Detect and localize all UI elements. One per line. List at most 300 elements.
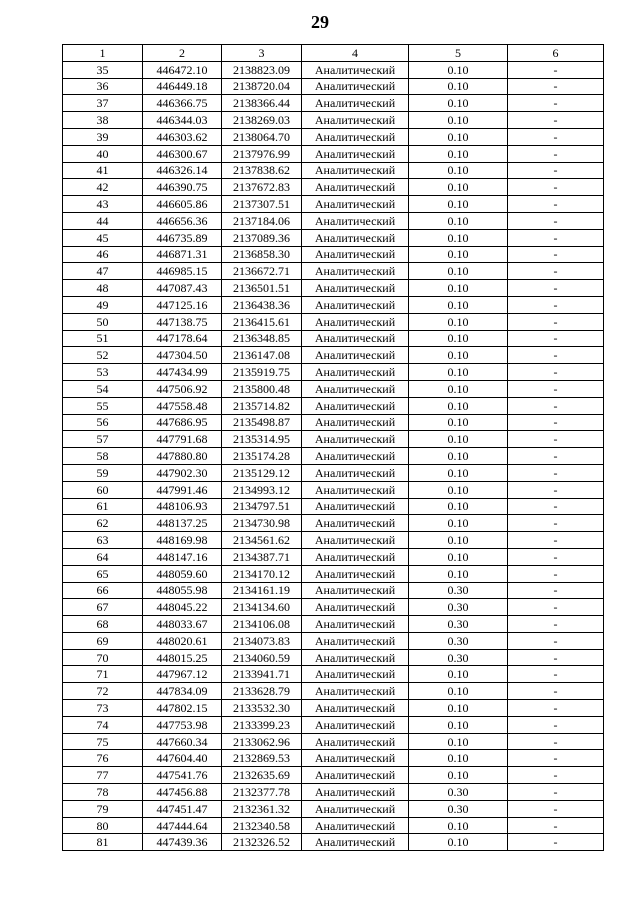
note-cell: - [508, 229, 604, 246]
note-cell: - [508, 380, 604, 397]
point-number-cell: 53 [63, 364, 143, 381]
accuracy-cell: 0.10 [409, 716, 508, 733]
note-cell: - [508, 666, 604, 683]
accuracy-cell: 0.10 [409, 128, 508, 145]
x-coordinate-cell: 447439.36 [143, 834, 222, 851]
method-cell: Аналитический [302, 364, 409, 381]
point-number-cell: 63 [63, 532, 143, 549]
accuracy-cell: 0.10 [409, 481, 508, 498]
y-coordinate-cell: 2133062.96 [222, 733, 302, 750]
table-row [63, 767, 604, 784]
table-row [63, 95, 604, 112]
x-coordinate-cell: 448137.25 [143, 515, 222, 532]
note-cell: - [508, 145, 604, 162]
point-number-cell: 60 [63, 481, 143, 498]
method-cell: Аналитический [302, 448, 409, 465]
accuracy-cell: 0.10 [409, 666, 508, 683]
note-cell: - [508, 532, 604, 549]
y-coordinate-cell: 2134170.12 [222, 565, 302, 582]
point-number-cell: 51 [63, 330, 143, 347]
table-row [63, 800, 604, 817]
point-number-cell: 71 [63, 666, 143, 683]
note-cell: - [508, 565, 604, 582]
accuracy-cell: 0.10 [409, 515, 508, 532]
point-number-cell: 42 [63, 179, 143, 196]
column-header: 3 [222, 45, 302, 62]
note-cell: - [508, 716, 604, 733]
x-coordinate-cell: 446871.31 [143, 246, 222, 263]
method-cell: Аналитический [302, 599, 409, 616]
y-coordinate-cell: 2134060.59 [222, 649, 302, 666]
table-row [63, 666, 604, 683]
table-row [63, 448, 604, 465]
note-cell: - [508, 700, 604, 717]
x-coordinate-cell: 447902.30 [143, 464, 222, 481]
table-row [63, 61, 604, 78]
x-coordinate-cell: 447558.48 [143, 397, 222, 414]
x-coordinate-cell: 447456.88 [143, 784, 222, 801]
x-coordinate-cell: 447604.40 [143, 750, 222, 767]
y-coordinate-cell: 2134387.71 [222, 548, 302, 565]
method-cell: Аналитический [302, 565, 409, 582]
y-coordinate-cell: 2135919.75 [222, 364, 302, 381]
method-cell: Аналитический [302, 733, 409, 750]
note-cell: - [508, 834, 604, 851]
table-row [63, 313, 604, 330]
x-coordinate-cell: 446656.36 [143, 212, 222, 229]
x-coordinate-cell: 447178.64 [143, 330, 222, 347]
method-cell: Аналитический [302, 834, 409, 851]
method-cell: Аналитический [302, 128, 409, 145]
method-cell: Аналитический [302, 145, 409, 162]
note-cell: - [508, 464, 604, 481]
x-coordinate-cell: 447834.09 [143, 683, 222, 700]
note-cell: - [508, 817, 604, 834]
table-row [63, 229, 604, 246]
point-number-cell: 68 [63, 616, 143, 633]
table-header-row [63, 45, 604, 62]
point-number-cell: 69 [63, 632, 143, 649]
accuracy-cell: 0.10 [409, 364, 508, 381]
note-cell: - [508, 414, 604, 431]
method-cell: Аналитический [302, 112, 409, 129]
y-coordinate-cell: 2137672.83 [222, 179, 302, 196]
note-cell: - [508, 212, 604, 229]
x-coordinate-cell: 448169.98 [143, 532, 222, 549]
x-coordinate-cell: 447660.34 [143, 733, 222, 750]
point-number-cell: 43 [63, 196, 143, 213]
accuracy-cell: 0.10 [409, 733, 508, 750]
accuracy-cell: 0.10 [409, 61, 508, 78]
table-row [63, 263, 604, 280]
accuracy-cell: 0.30 [409, 784, 508, 801]
point-number-cell: 39 [63, 128, 143, 145]
method-cell: Аналитический [302, 750, 409, 767]
accuracy-cell: 0.30 [409, 582, 508, 599]
point-number-cell: 38 [63, 112, 143, 129]
x-coordinate-cell: 446366.75 [143, 95, 222, 112]
y-coordinate-cell: 2138269.03 [222, 112, 302, 129]
x-coordinate-cell: 446985.15 [143, 263, 222, 280]
x-coordinate-cell: 447304.50 [143, 347, 222, 364]
x-coordinate-cell: 448045.22 [143, 599, 222, 616]
table-row [63, 78, 604, 95]
method-cell: Аналитический [302, 582, 409, 599]
column-header: 4 [302, 45, 409, 62]
x-coordinate-cell: 447753.98 [143, 716, 222, 733]
table-row [63, 347, 604, 364]
note-cell: - [508, 313, 604, 330]
x-coordinate-cell: 447686.95 [143, 414, 222, 431]
table-row [63, 750, 604, 767]
y-coordinate-cell: 2135314.95 [222, 431, 302, 448]
accuracy-cell: 0.10 [409, 431, 508, 448]
table-row [63, 599, 604, 616]
y-coordinate-cell: 2134073.83 [222, 632, 302, 649]
x-coordinate-cell: 447880.80 [143, 448, 222, 465]
y-coordinate-cell: 2137838.62 [222, 162, 302, 179]
point-number-cell: 64 [63, 548, 143, 565]
accuracy-cell: 0.10 [409, 145, 508, 162]
method-cell: Аналитический [302, 229, 409, 246]
table-row [63, 414, 604, 431]
accuracy-cell: 0.10 [409, 78, 508, 95]
table-row [63, 162, 604, 179]
method-cell: Аналитический [302, 498, 409, 515]
table-row [63, 700, 604, 717]
y-coordinate-cell: 2136501.51 [222, 280, 302, 297]
point-number-cell: 79 [63, 800, 143, 817]
table-row [63, 431, 604, 448]
table-row [63, 649, 604, 666]
method-cell: Аналитический [302, 716, 409, 733]
x-coordinate-cell: 447541.76 [143, 767, 222, 784]
method-cell: Аналитический [302, 330, 409, 347]
x-coordinate-cell: 447138.75 [143, 313, 222, 330]
y-coordinate-cell: 2136348.85 [222, 330, 302, 347]
point-number-cell: 58 [63, 448, 143, 465]
y-coordinate-cell: 2135498.87 [222, 414, 302, 431]
x-coordinate-cell: 447087.43 [143, 280, 222, 297]
method-cell: Аналитический [302, 263, 409, 280]
y-coordinate-cell: 2132869.53 [222, 750, 302, 767]
accuracy-cell: 0.10 [409, 683, 508, 700]
table-row [63, 145, 604, 162]
table-row [63, 733, 604, 750]
table-row [63, 632, 604, 649]
note-cell: - [508, 616, 604, 633]
method-cell: Аналитический [302, 61, 409, 78]
method-cell: Аналитический [302, 95, 409, 112]
x-coordinate-cell: 448020.61 [143, 632, 222, 649]
table-row [63, 784, 604, 801]
method-cell: Аналитический [302, 380, 409, 397]
accuracy-cell: 0.10 [409, 162, 508, 179]
table-row [63, 716, 604, 733]
x-coordinate-cell: 447791.68 [143, 431, 222, 448]
note-cell: - [508, 128, 604, 145]
point-number-cell: 47 [63, 263, 143, 280]
method-cell: Аналитический [302, 414, 409, 431]
accuracy-cell: 0.10 [409, 95, 508, 112]
table-row [63, 481, 604, 498]
note-cell: - [508, 162, 604, 179]
y-coordinate-cell: 2135129.12 [222, 464, 302, 481]
method-cell: Аналитический [302, 347, 409, 364]
x-coordinate-cell: 448106.93 [143, 498, 222, 515]
accuracy-cell: 0.10 [409, 700, 508, 717]
table-row [63, 330, 604, 347]
accuracy-cell: 0.10 [409, 212, 508, 229]
method-cell: Аналитический [302, 532, 409, 549]
method-cell: Аналитический [302, 431, 409, 448]
table-row [63, 464, 604, 481]
y-coordinate-cell: 2137307.51 [222, 196, 302, 213]
x-coordinate-cell: 447444.64 [143, 817, 222, 834]
note-cell: - [508, 397, 604, 414]
note-cell: - [508, 632, 604, 649]
y-coordinate-cell: 2138366.44 [222, 95, 302, 112]
accuracy-cell: 0.10 [409, 179, 508, 196]
point-number-cell: 55 [63, 397, 143, 414]
accuracy-cell: 0.10 [409, 246, 508, 263]
table-row [63, 246, 604, 263]
point-number-cell: 40 [63, 145, 143, 162]
table-row [63, 515, 604, 532]
point-number-cell: 52 [63, 347, 143, 364]
accuracy-cell: 0.30 [409, 800, 508, 817]
note-cell: - [508, 649, 604, 666]
table-row [63, 128, 604, 145]
table-row [63, 616, 604, 633]
point-number-cell: 78 [63, 784, 143, 801]
note-cell: - [508, 280, 604, 297]
y-coordinate-cell: 2133532.30 [222, 700, 302, 717]
y-coordinate-cell: 2132635.69 [222, 767, 302, 784]
method-cell: Аналитический [302, 817, 409, 834]
accuracy-cell: 0.30 [409, 599, 508, 616]
accuracy-cell: 0.10 [409, 196, 508, 213]
accuracy-cell: 0.10 [409, 112, 508, 129]
table-row [63, 212, 604, 229]
x-coordinate-cell: 447506.92 [143, 380, 222, 397]
y-coordinate-cell: 2136438.36 [222, 296, 302, 313]
point-number-cell: 35 [63, 61, 143, 78]
method-cell: Аналитический [302, 162, 409, 179]
x-coordinate-cell: 448015.25 [143, 649, 222, 666]
method-cell: Аналитический [302, 397, 409, 414]
accuracy-cell: 0.10 [409, 296, 508, 313]
table-row [63, 683, 604, 700]
method-cell: Аналитический [302, 666, 409, 683]
x-coordinate-cell: 447451.47 [143, 800, 222, 817]
method-cell: Аналитический [302, 649, 409, 666]
table-row [63, 380, 604, 397]
y-coordinate-cell: 2137089.36 [222, 229, 302, 246]
note-cell: - [508, 582, 604, 599]
table-row [63, 532, 604, 549]
point-number-cell: 37 [63, 95, 143, 112]
note-cell: - [508, 431, 604, 448]
method-cell: Аналитический [302, 212, 409, 229]
x-coordinate-cell: 448147.16 [143, 548, 222, 565]
x-coordinate-cell: 448059.60 [143, 565, 222, 582]
point-number-cell: 72 [63, 683, 143, 700]
point-number-cell: 73 [63, 700, 143, 717]
point-number-cell: 41 [63, 162, 143, 179]
x-coordinate-cell: 446326.14 [143, 162, 222, 179]
page-number: 29 [311, 12, 329, 32]
y-coordinate-cell: 2133628.79 [222, 683, 302, 700]
y-coordinate-cell: 2132377.78 [222, 784, 302, 801]
y-coordinate-cell: 2138720.04 [222, 78, 302, 95]
coordinates-table [62, 44, 604, 851]
y-coordinate-cell: 2136858.30 [222, 246, 302, 263]
y-coordinate-cell: 2134106.08 [222, 616, 302, 633]
accuracy-cell: 0.10 [409, 380, 508, 397]
note-cell: - [508, 733, 604, 750]
accuracy-cell: 0.10 [409, 498, 508, 515]
accuracy-cell: 0.10 [409, 464, 508, 481]
table-row [63, 196, 604, 213]
accuracy-cell: 0.10 [409, 750, 508, 767]
note-cell: - [508, 95, 604, 112]
point-number-cell: 57 [63, 431, 143, 448]
point-number-cell: 74 [63, 716, 143, 733]
accuracy-cell: 0.10 [409, 448, 508, 465]
method-cell: Аналитический [302, 800, 409, 817]
point-number-cell: 61 [63, 498, 143, 515]
x-coordinate-cell: 447125.16 [143, 296, 222, 313]
accuracy-cell: 0.10 [409, 313, 508, 330]
note-cell: - [508, 347, 604, 364]
note-cell: - [508, 196, 604, 213]
accuracy-cell: 0.10 [409, 414, 508, 431]
accuracy-cell: 0.30 [409, 649, 508, 666]
y-coordinate-cell: 2138064.70 [222, 128, 302, 145]
point-number-cell: 70 [63, 649, 143, 666]
y-coordinate-cell: 2133399.23 [222, 716, 302, 733]
note-cell: - [508, 78, 604, 95]
accuracy-cell: 0.10 [409, 548, 508, 565]
point-number-cell: 76 [63, 750, 143, 767]
method-cell: Аналитический [302, 683, 409, 700]
table-row [63, 397, 604, 414]
method-cell: Аналитический [302, 246, 409, 263]
note-cell: - [508, 599, 604, 616]
note-cell: - [508, 498, 604, 515]
column-header: 5 [409, 45, 508, 62]
table-row [63, 296, 604, 313]
accuracy-cell: 0.10 [409, 229, 508, 246]
point-number-cell: 45 [63, 229, 143, 246]
table-row [63, 817, 604, 834]
accuracy-cell: 0.30 [409, 616, 508, 633]
y-coordinate-cell: 2134161.19 [222, 582, 302, 599]
method-cell: Аналитический [302, 196, 409, 213]
x-coordinate-cell: 446303.62 [143, 128, 222, 145]
accuracy-cell: 0.10 [409, 834, 508, 851]
x-coordinate-cell: 446344.03 [143, 112, 222, 129]
y-coordinate-cell: 2137184.06 [222, 212, 302, 229]
note-cell: - [508, 515, 604, 532]
x-coordinate-cell: 446735.89 [143, 229, 222, 246]
method-cell: Аналитический [302, 548, 409, 565]
column-header: 2 [143, 45, 222, 62]
y-coordinate-cell: 2134797.51 [222, 498, 302, 515]
y-coordinate-cell: 2135800.48 [222, 380, 302, 397]
y-coordinate-cell: 2137976.99 [222, 145, 302, 162]
table-row [63, 548, 604, 565]
method-cell: Аналитический [302, 616, 409, 633]
accuracy-cell: 0.30 [409, 632, 508, 649]
note-cell: - [508, 330, 604, 347]
method-cell: Аналитический [302, 179, 409, 196]
x-coordinate-cell: 446449.18 [143, 78, 222, 95]
x-coordinate-cell: 448033.67 [143, 616, 222, 633]
x-coordinate-cell: 447802.15 [143, 700, 222, 717]
method-cell: Аналитический [302, 464, 409, 481]
x-coordinate-cell: 448055.98 [143, 582, 222, 599]
note-cell: - [508, 263, 604, 280]
coordinates-table-body [63, 45, 604, 851]
point-number-cell: 49 [63, 296, 143, 313]
y-coordinate-cell: 2136415.61 [222, 313, 302, 330]
note-cell: - [508, 800, 604, 817]
accuracy-cell: 0.10 [409, 397, 508, 414]
method-cell: Аналитический [302, 784, 409, 801]
point-number-cell: 65 [63, 565, 143, 582]
note-cell: - [508, 112, 604, 129]
table-row [63, 112, 604, 129]
x-coordinate-cell: 447967.12 [143, 666, 222, 683]
note-cell: - [508, 683, 604, 700]
point-number-cell: 80 [63, 817, 143, 834]
accuracy-cell: 0.10 [409, 280, 508, 297]
y-coordinate-cell: 2132340.58 [222, 817, 302, 834]
note-cell: - [508, 61, 604, 78]
method-cell: Аналитический [302, 296, 409, 313]
point-number-cell: 75 [63, 733, 143, 750]
note-cell: - [508, 481, 604, 498]
y-coordinate-cell: 2134561.62 [222, 532, 302, 549]
point-number-cell: 81 [63, 834, 143, 851]
table-row [63, 582, 604, 599]
table-row [63, 498, 604, 515]
point-number-cell: 59 [63, 464, 143, 481]
method-cell: Аналитический [302, 515, 409, 532]
point-number-cell: 77 [63, 767, 143, 784]
note-cell: - [508, 448, 604, 465]
accuracy-cell: 0.10 [409, 347, 508, 364]
column-header: 6 [508, 45, 604, 62]
table-row [63, 565, 604, 582]
y-coordinate-cell: 2132361.32 [222, 800, 302, 817]
point-number-cell: 50 [63, 313, 143, 330]
method-cell: Аналитический [302, 78, 409, 95]
method-cell: Аналитический [302, 632, 409, 649]
point-number-cell: 67 [63, 599, 143, 616]
note-cell: - [508, 750, 604, 767]
y-coordinate-cell: 2136147.08 [222, 347, 302, 364]
table-row [63, 364, 604, 381]
note-cell: - [508, 179, 604, 196]
accuracy-cell: 0.10 [409, 263, 508, 280]
point-number-cell: 56 [63, 414, 143, 431]
note-cell: - [508, 767, 604, 784]
note-cell: - [508, 548, 604, 565]
point-number-cell: 54 [63, 380, 143, 397]
